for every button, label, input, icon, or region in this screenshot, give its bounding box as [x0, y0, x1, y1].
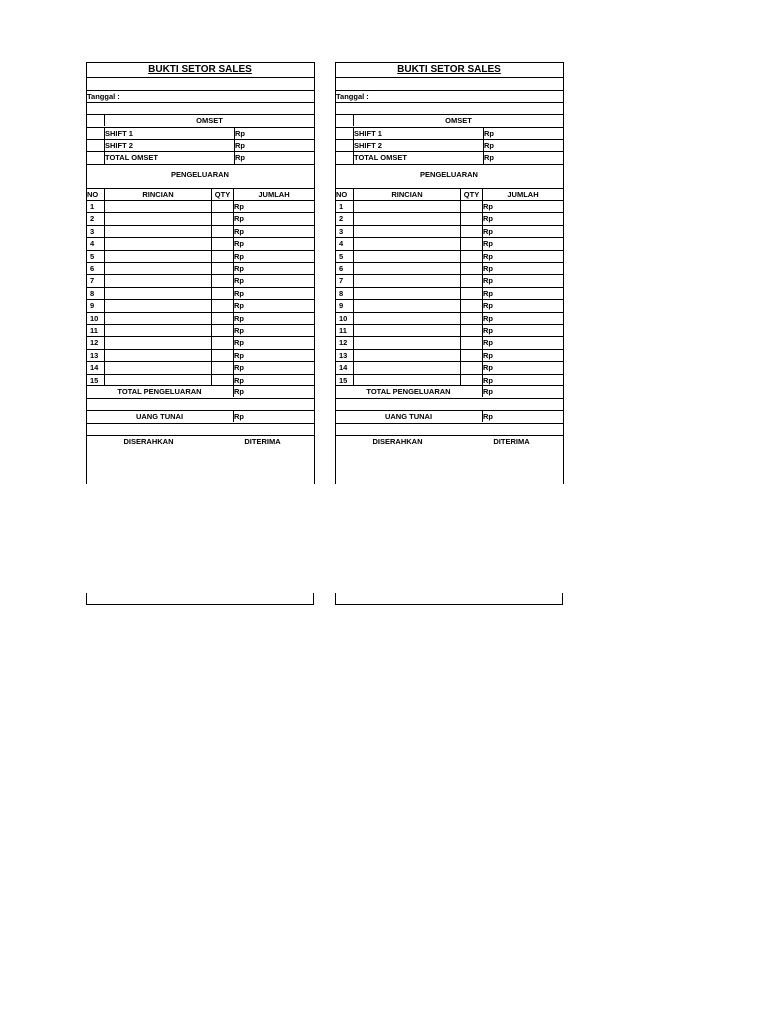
item-qty-field[interactable] — [211, 213, 233, 224]
pengeluaran-header-row — [335, 164, 564, 188]
col-no: NO — [87, 190, 99, 199]
blank-row — [86, 423, 315, 435]
item-qty-field[interactable] — [211, 337, 233, 348]
item-row — [335, 312, 564, 324]
omset-row — [86, 139, 315, 151]
item-no: 13 — [90, 350, 99, 360]
item-row — [86, 324, 315, 336]
item-rincian-field[interactable] — [104, 263, 211, 274]
item-rincian-field[interactable] — [104, 350, 211, 361]
item-qty-field[interactable] — [460, 313, 482, 324]
blank-row — [335, 77, 564, 89]
item-qty-field[interactable] — [460, 238, 482, 249]
item-row — [86, 212, 315, 224]
item-row — [86, 299, 315, 311]
item-rincian-field[interactable] — [104, 362, 211, 373]
item-rincian-field[interactable] — [104, 288, 211, 299]
item-qty-field[interactable] — [460, 263, 482, 274]
item-jumlah-field[interactable]: Rp — [233, 313, 314, 324]
item-jumlah-field[interactable]: Rp — [482, 263, 563, 274]
item-no: 8 — [339, 288, 344, 298]
omset-label: SHIFT 1 — [104, 128, 234, 139]
item-row — [335, 336, 564, 348]
item-jumlah-field[interactable]: Rp — [233, 325, 314, 336]
item-no: 14 — [339, 363, 348, 373]
item-jumlah-field[interactable]: Rp — [233, 251, 314, 262]
item-no: 15 — [90, 375, 99, 385]
omset-row — [86, 127, 315, 139]
blank-row — [335, 423, 564, 435]
item-row — [335, 324, 564, 336]
form-bottom-border — [86, 593, 314, 605]
item-no: 4 — [90, 239, 95, 249]
item-jumlah-field[interactable]: Rp — [233, 238, 314, 249]
item-qty-field[interactable] — [211, 226, 233, 237]
item-row — [335, 200, 564, 212]
diterima-label: DITERIMA — [493, 437, 530, 446]
item-qty-field[interactable] — [460, 337, 482, 348]
blank-row — [335, 102, 564, 114]
omset-label: SHIFT 1 — [353, 128, 483, 139]
item-no: 11 — [90, 326, 98, 335]
item-jumlah-field[interactable]: Rp — [482, 313, 563, 324]
item-row — [86, 349, 315, 361]
item-qty-field[interactable] — [460, 213, 482, 224]
omset-row — [335, 139, 564, 151]
item-jumlah-field[interactable]: Rp — [482, 275, 563, 286]
item-jumlah-field[interactable]: Rp — [233, 226, 314, 237]
item-no: 14 — [90, 363, 99, 373]
col-jumlah: JUMLAH — [482, 189, 563, 200]
item-qty-field[interactable] — [460, 275, 482, 286]
item-qty-field[interactable] — [460, 226, 482, 237]
item-rincian-field[interactable] — [353, 201, 460, 212]
diserahkan-label: DISERAHKAN — [123, 437, 174, 446]
item-jumlah-field[interactable]: Rp — [233, 337, 314, 348]
item-qty-field[interactable] — [211, 300, 233, 311]
item-row — [86, 287, 315, 299]
item-row — [86, 312, 315, 324]
signature-row — [335, 435, 564, 447]
item-rincian-field[interactable] — [353, 313, 460, 324]
uang-tunai-label: UANG TUNAI — [384, 412, 433, 421]
item-qty-field[interactable] — [211, 201, 233, 212]
item-no: 2 — [90, 214, 95, 224]
item-row — [335, 349, 564, 361]
item-no: 11 — [339, 326, 347, 335]
omset-label: SHIFT 2 — [353, 140, 483, 151]
item-jumlah-field[interactable]: Rp — [482, 375, 563, 386]
item-rincian-field[interactable] — [353, 263, 460, 274]
pengeluaran-columns-row — [335, 188, 564, 200]
item-row — [86, 361, 315, 373]
item-rincian-field[interactable] — [104, 337, 211, 348]
uang-tunai-field[interactable]: Rp — [233, 411, 314, 422]
item-row — [335, 274, 564, 286]
item-row — [86, 225, 315, 237]
item-qty-field[interactable] — [460, 350, 482, 361]
total-pengeluaran-row — [335, 385, 564, 397]
omset-amount-field[interactable]: Rp — [483, 152, 563, 163]
omset-label: SHIFT 2 — [104, 140, 234, 151]
item-qty-field[interactable] — [211, 275, 233, 286]
item-no: 12 — [339, 338, 348, 348]
omset-header: OMSET — [353, 115, 563, 126]
uang-tunai-label: UANG TUNAI — [135, 412, 184, 421]
item-rincian-field[interactable] — [104, 325, 211, 336]
item-no: 7 — [90, 276, 95, 286]
item-no: 2 — [339, 214, 344, 224]
diterima-label: DITERIMA — [244, 437, 281, 446]
item-row — [86, 336, 315, 348]
item-no: 7 — [339, 276, 344, 286]
item-rincian-field[interactable] — [353, 325, 460, 336]
uang-tunai-row — [86, 410, 315, 422]
tanggal-label[interactable]: Tanggal : — [336, 92, 369, 101]
item-rincian-field[interactable] — [104, 300, 211, 311]
item-jumlah-field[interactable]: Rp — [482, 337, 563, 348]
item-jumlah-field[interactable]: Rp — [233, 201, 314, 212]
tanggal-row — [86, 90, 315, 102]
item-rincian-field[interactable] — [104, 251, 211, 262]
item-row — [86, 274, 315, 286]
item-jumlah-field[interactable]: Rp — [482, 300, 563, 311]
item-rincian-field[interactable] — [353, 238, 460, 249]
item-jumlah-field[interactable]: Rp — [233, 288, 314, 299]
item-rincian-field[interactable] — [104, 213, 211, 224]
total-pengeluaran-label: TOTAL PENGELUARAN — [366, 387, 451, 396]
item-no: 15 — [339, 375, 348, 385]
uang-tunai-row — [335, 410, 564, 422]
total-pengeluaran-row — [86, 385, 315, 397]
col-jumlah: JUMLAH — [233, 189, 314, 200]
item-no: 12 — [90, 338, 99, 348]
item-rincian-field[interactable] — [353, 300, 460, 311]
item-row — [335, 225, 564, 237]
item-jumlah-field[interactable]: Rp — [233, 300, 314, 311]
item-no: 6 — [90, 264, 95, 273]
item-no: 9 — [90, 301, 95, 311]
item-rincian-field[interactable] — [104, 275, 211, 286]
omset-row — [335, 127, 564, 139]
item-qty-field[interactable] — [460, 300, 482, 311]
item-no: 5 — [339, 251, 344, 261]
omset-header: OMSET — [104, 115, 314, 126]
total-pengeluaran-field[interactable]: Rp — [482, 386, 563, 397]
item-qty-field[interactable] — [211, 238, 233, 249]
item-no: 5 — [90, 251, 95, 261]
item-no: 10 — [90, 313, 99, 323]
item-row — [335, 262, 564, 274]
omset-label: TOTAL OMSET — [104, 152, 234, 163]
item-rincian-field[interactable] — [353, 350, 460, 361]
item-no: 1 — [90, 202, 95, 211]
item-qty-field[interactable] — [460, 288, 482, 299]
item-qty-field[interactable] — [211, 288, 233, 299]
item-jumlah-field[interactable]: Rp — [233, 375, 314, 386]
item-jumlah-field[interactable]: Rp — [482, 288, 563, 299]
item-row — [335, 287, 564, 299]
item-jumlah-field[interactable]: Rp — [233, 350, 314, 361]
item-row — [335, 237, 564, 249]
item-rincian-field[interactable] — [104, 313, 211, 324]
form-title: BUKTI SETOR SALES — [397, 64, 501, 75]
item-rincian-field[interactable] — [104, 201, 211, 212]
pengeluaran-columns-row — [86, 188, 315, 200]
tanggal-row — [335, 90, 564, 102]
item-rincian-field[interactable] — [353, 362, 460, 373]
item-qty-field[interactable] — [211, 350, 233, 361]
blank-row — [86, 77, 315, 89]
omset-header-row — [86, 114, 315, 126]
item-jumlah-field[interactable]: Rp — [482, 238, 563, 249]
form-bottom-border — [335, 593, 563, 605]
item-jumlah-field[interactable]: Rp — [482, 226, 563, 237]
item-no: 8 — [90, 288, 95, 298]
item-row — [335, 299, 564, 311]
col-rincian: RINCIAN — [104, 189, 211, 200]
item-row — [335, 361, 564, 373]
item-row — [86, 200, 315, 212]
title-row — [86, 62, 315, 77]
item-rincian-field[interactable] — [104, 238, 211, 249]
pengeluaran-header: PENGELUARAN — [171, 170, 229, 179]
pengeluaran-header-row — [86, 164, 315, 188]
uang-tunai-field[interactable]: Rp — [482, 411, 563, 422]
col-no: NO — [336, 190, 348, 199]
item-rincian-field[interactable] — [353, 226, 460, 237]
item-jumlah-field[interactable]: Rp — [233, 213, 314, 224]
item-rincian-field[interactable] — [353, 275, 460, 286]
item-no: 9 — [339, 301, 344, 311]
item-jumlah-field[interactable]: Rp — [482, 251, 563, 262]
item-qty-field[interactable] — [460, 325, 482, 336]
item-row — [86, 250, 315, 262]
item-qty-field[interactable] — [460, 251, 482, 262]
omset-amount-field[interactable]: Rp — [234, 140, 314, 151]
blank-row — [335, 398, 564, 410]
item-qty-field[interactable] — [211, 251, 233, 262]
item-rincian-field[interactable] — [353, 251, 460, 262]
item-rincian-field[interactable] — [353, 337, 460, 348]
diserahkan-label: DISERAHKAN — [372, 437, 423, 446]
item-no: 13 — [339, 350, 348, 360]
item-jumlah-field[interactable]: Rp — [233, 275, 314, 286]
item-no: 6 — [339, 264, 344, 273]
item-no: 4 — [339, 239, 344, 249]
item-qty-field[interactable] — [460, 201, 482, 212]
item-jumlah-field[interactable]: Rp — [482, 201, 563, 212]
item-qty-field[interactable] — [460, 362, 482, 373]
item-jumlah-field[interactable]: Rp — [482, 325, 563, 336]
form-title: BUKTI SETOR SALES — [148, 64, 252, 75]
item-row — [335, 250, 564, 262]
omset-row — [335, 151, 564, 163]
omset-amount-field[interactable]: Rp — [234, 128, 314, 139]
item-no: 1 — [339, 202, 344, 211]
item-qty-field[interactable] — [211, 325, 233, 336]
col-qty: QTY — [460, 189, 482, 200]
item-row — [86, 237, 315, 249]
tanggal-label[interactable]: Tanggal : — [87, 92, 120, 101]
omset-amount-field[interactable]: Rp — [483, 140, 563, 151]
item-jumlah-field[interactable]: Rp — [482, 350, 563, 361]
total-pengeluaran-label: TOTAL PENGELUARAN — [117, 387, 202, 396]
signature-row — [86, 435, 315, 447]
title-row — [335, 62, 564, 77]
blank-row — [86, 102, 315, 114]
item-jumlah-field[interactable]: Rp — [482, 213, 563, 224]
omset-label: TOTAL OMSET — [353, 152, 483, 163]
pengeluaran-header: PENGELUARAN — [420, 170, 478, 179]
item-qty-field[interactable] — [211, 362, 233, 373]
col-rincian: RINCIAN — [353, 189, 460, 200]
total-pengeluaran-field[interactable]: Rp — [233, 386, 314, 397]
item-qty-field[interactable] — [211, 263, 233, 274]
deposit-form-right — [335, 62, 563, 605]
omset-row — [86, 151, 315, 163]
omset-header-row — [335, 114, 564, 126]
blank-row — [86, 398, 315, 410]
item-rincian-field[interactable] — [104, 226, 211, 237]
item-no: 3 — [339, 226, 344, 236]
omset-amount-field[interactable]: Rp — [234, 152, 314, 163]
item-row — [335, 212, 564, 224]
item-jumlah-field[interactable]: Rp — [233, 362, 314, 373]
item-jumlah-field[interactable]: Rp — [233, 263, 314, 274]
deposit-form-left — [86, 62, 314, 605]
item-row — [86, 262, 315, 274]
col-qty: QTY — [211, 189, 233, 200]
omset-amount-field[interactable]: Rp — [483, 128, 563, 139]
item-jumlah-field[interactable]: Rp — [482, 362, 563, 373]
item-rincian-field[interactable] — [353, 288, 460, 299]
item-qty-field[interactable] — [211, 313, 233, 324]
item-no: 10 — [339, 313, 348, 323]
item-rincian-field[interactable] — [353, 213, 460, 224]
item-no: 3 — [90, 226, 95, 236]
